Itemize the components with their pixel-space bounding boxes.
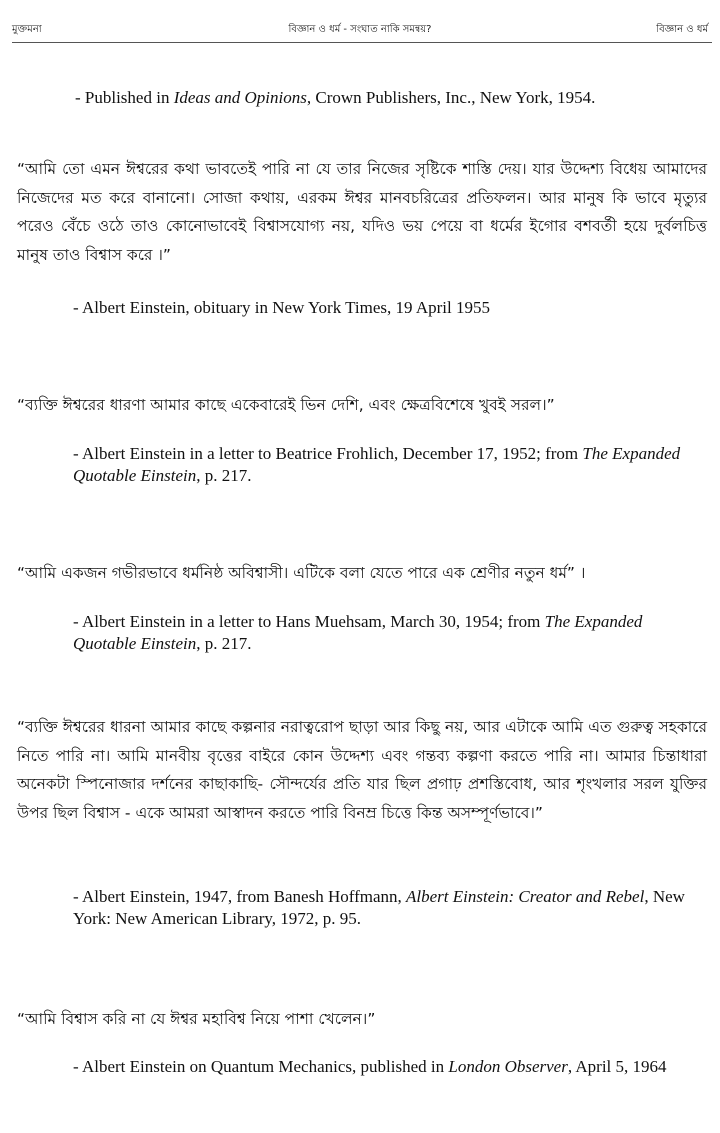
quote-2: “ব্যক্তি ঈশ্বরের ধারণা আমার কাছে একেবারেই ভিন দেশি, এবং ক্ষেত্রবিশেষে খুবই সরল।” — [17, 396, 555, 414]
running-header-right: বিজ্ঞান ও ধর্ম — [656, 24, 708, 35]
citation-5: - Albert Einstein, 1947, from Banesh Hoffmann, Albert Einstein: Creator and Rebel, New York: New American Library, 1972, p. 95. — [73, 887, 685, 928]
citation-1: - Published in Ideas and Opinions, Crown Publishers, Inc., New York, 1954. — [75, 88, 596, 107]
running-header-left: মুক্তমনা — [12, 24, 42, 35]
header-divider — [12, 42, 712, 43]
running-header-center: বিজ্ঞান ও ধর্ম - সংঘাত নাকি সমন্বয়? — [288, 24, 432, 35]
citation-3: - Albert Einstein in a letter to Beatrice Frohlich, December 17, 1952; from The Expanded Quotable Einstein, p. 217. — [73, 444, 681, 485]
quote-3: “আমি একজন গভীরভাবে ধর্মনিষ্ঠ অবিশ্বাসী। এটিকে বলা যেতে পারে এক শ্রেণীর নতুন ধর্ম” । — [17, 564, 586, 582]
quote-1: “আমি তো এমন ঈশ্বরের কথা ভাবতেই পারি না যে তার নিজের সৃষ্টিকে শাস্তি দেয়। যার উদ্দেশ্য বিধেয় আমাদের নিজেদের মত করে বানানো। সোজা কথায়, এরকম ঈশ্বর মানবচরিত্রের প্রতিফলন। আর মানুষ কি ভাবে মৃত্যুর পরেও বেঁচে ওঠে তাও কোনোভাবেই বিশ্বাসযোগ্য নয়, যদিও ভয় পেয়ে বা ধর্মের ইগোর বশবর্তী হয়ে দুর্বলচিত্ত মানুষ তাও বিশ্বাস করে ।” — [17, 160, 707, 264]
citation-2: - Albert Einstein, obituary in New York Times, 19 April 1955 — [73, 298, 490, 317]
quote-5: “আমি বিশ্বাস করি না যে ঈশ্বর মহাবিশ্ব নিয়ে পাশা খেলেন।” — [17, 1010, 376, 1028]
citation-6: - Albert Einstein on Quantum Mechanics, published in London Observer, April 5, 1964 — [73, 1057, 667, 1076]
quote-4: “ব্যক্তি ঈশ্বরের ধারনা আমার কাছে কল্পনার নরাত্বরোপ ছাড়া আর কিছু নয়, আর এটাকে আমি এত গুরুত্ব সহকারে নিতে পারি না। আমি মানবীয় বৃত্তের বাইরে কোন উদ্দেশ্য এবং গন্তব্য কল্পণা করতে পারি না। আমার চিন্তাধারা অনেকটা স্পিনোজার দর্শনের কাছাকাছি- সৌন্দর্যের প্রতি যার ছিল প্রগাঢ় প্রশস্তিবোধ, আর শৃংখলার সরল যুক্তির উপর ছিল বিশ্বাস - একে আমরা আস্বাদন করতে পারি বিনম্র চিত্তে কিন্ত অসম্পূর্ণভাবে।” — [17, 718, 707, 822]
citation-4: - Albert Einstein in a letter to Hans Muehsam, March 30, 1954; from The Expanded Quotable Einstein, p. 217. — [73, 612, 643, 653]
